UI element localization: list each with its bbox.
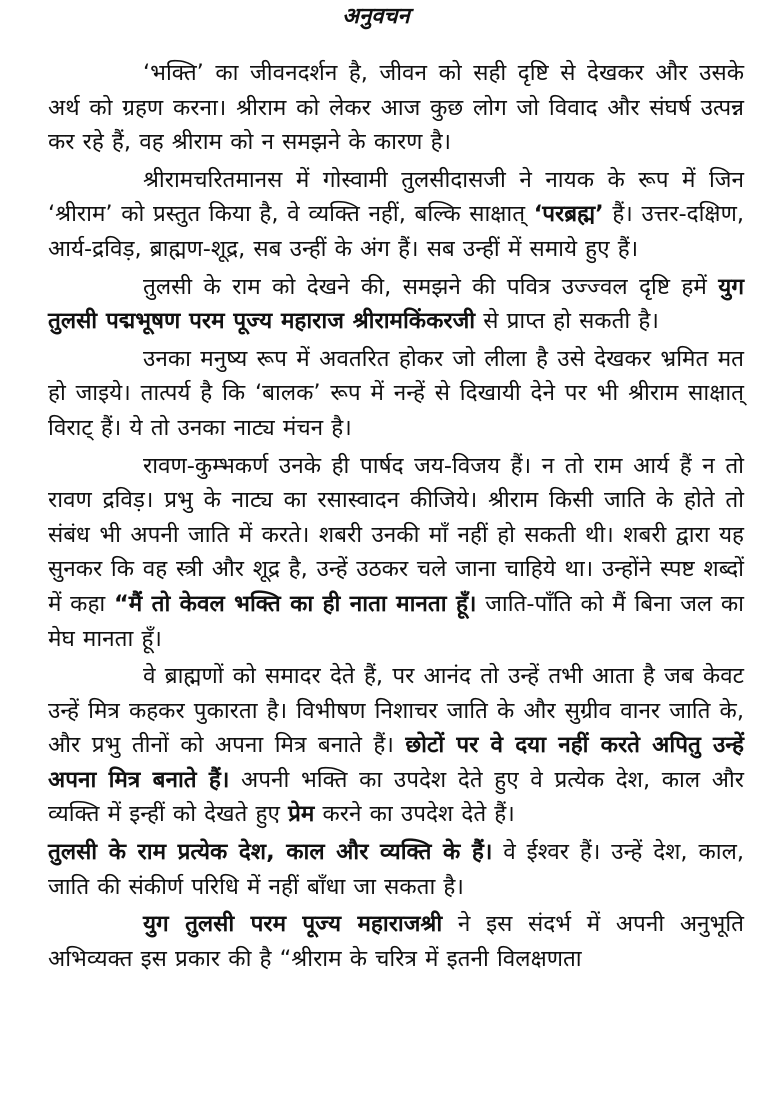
paragraph [48,449,744,657]
bold-text: युग तुलसी पद्मभूषण परम पूज्य महाराज श्रीरामकिंकरजी [48,273,744,335]
text-run: ‘भक्ति’ का जीवनदर्शन है, जीवन को सही दृष्टि से देखकर और उसके अर्थ को ग्रहण करना। श्रीराम को लेकर आज कुछ लोग जो विवाद और संघर्ष उत्पन्न कर रहे हैं, वह श्रीराम को न समझने के कारण है। [48,60,744,156]
bold-text: तुलसी के राम प्रत्येक देश, काल और व्यक्ति के हैं। [48,839,493,866]
text-run: हैं। उत्तर-दक्षिण, आर्य-द्रविड़, ब्राह्मण-शूद्र, सब उन्हीं के अंग हैं। सब उन्हीं में समाये हुए हैं। [48,201,744,262]
paragraph [48,342,744,446]
text-run: वे ईश्वर हैं। उन्हें देश, काल, जाति की संकीर्ण परिधि में नहीं बाँधा जा सकता है। [48,839,745,900]
paragraph [48,163,744,267]
text-run: जाति-पाँति को मैं बिना जल का मेघ मानता हूँ। [48,590,744,652]
text-run: श्रीरामचरितमानस में गोस्वामी तुलसीदासजी ने नायक के रूप में जिन ‘श्रीराम’ को प्रस्तुत किया है, वे व्यक्ति नहीं, बल्कि साक्षात् [48,166,744,228]
paragraph [48,270,744,339]
page-title: अनुवचन [342,4,410,29]
text-run: वे ब्राह्मणों को समादर देते हैं, पर आनंद तो उन्हें तभी आता है जब केवट उन्हें मित्र कहकर पुकारता है। विभीषण निशाचर जाति के और सुग्रीव वानर जाति के, और प्रभु तीनों को अपना मित्र बनाते हैं। [48,663,744,759]
paragraph [48,907,744,976]
paragraph [48,659,744,832]
text-run: उनका मनुष्य रूप में अवतरित होकर जो लीला है उसे देखकर भ्रमित मत हो जाइये। तात्पर्य है कि ‘बालक’ रूप में नन्हें से दिखायी देने पर भी श्रीराम साक्षात् विराट् हैं। ये तो उनका नाट्य मंचन है। [48,345,744,441]
bold-text: ‘परब्रह्म’ [533,201,604,228]
paragraph [48,56,744,160]
text-run: से प्राप्त हो सकती है। [475,308,659,335]
bold-text: “मैं तो केवल भक्ति का ही नाता मानता हूँ। [113,590,477,617]
bold-text: युग तुलसी परम पूज्य महाराजश्री [143,911,443,938]
text-run: ने इस संदर्भ में अपनी अनुभूति अभिव्यक्त इस प्रकार की है “श्रीराम के चरित्र में इतनी विलक्षणता [48,911,744,972]
paragraph [48,835,744,904]
bold-text: प्रेम [288,801,315,828]
body-text [48,56,744,976]
text-run: रावण-कुम्भकर्ण उनके ही पार्षद जय-विजय हैं। न तो राम आर्य हैं न तो रावण द्रविड़। प्रभु के नाट्य का रसास्वादन कीजिये। श्रीराम किसी जाति के होते तो संबंध भी अपनी जाति में करते। शबरी उनकी माँ नहीं हो सकती थी। शबरी द्वारा यह सुनकर कि वह स्त्री और शूद्र है, उन्हें उठकर चले जाना चाहिये था। उन्होंने स्पष्ट शब्दों में कहा [48,452,744,617]
text-run: तुलसी के राम को देखने की, समझने की पवित्र उज्ज्वल दृष्टि हमें [143,273,719,300]
text-run: करने का उपदेश देते हैं। [314,801,515,828]
bold-text: छोटों पर वे दया नहीं करते अपितु उन्हें अपना मित्र बनाते हैं। [48,732,744,793]
text-run: अपनी भक्ति का उपदेश देते हुए वे प्रत्येक देश, काल और व्यक्ति में इन्हीं को देखते हुए [48,766,744,828]
